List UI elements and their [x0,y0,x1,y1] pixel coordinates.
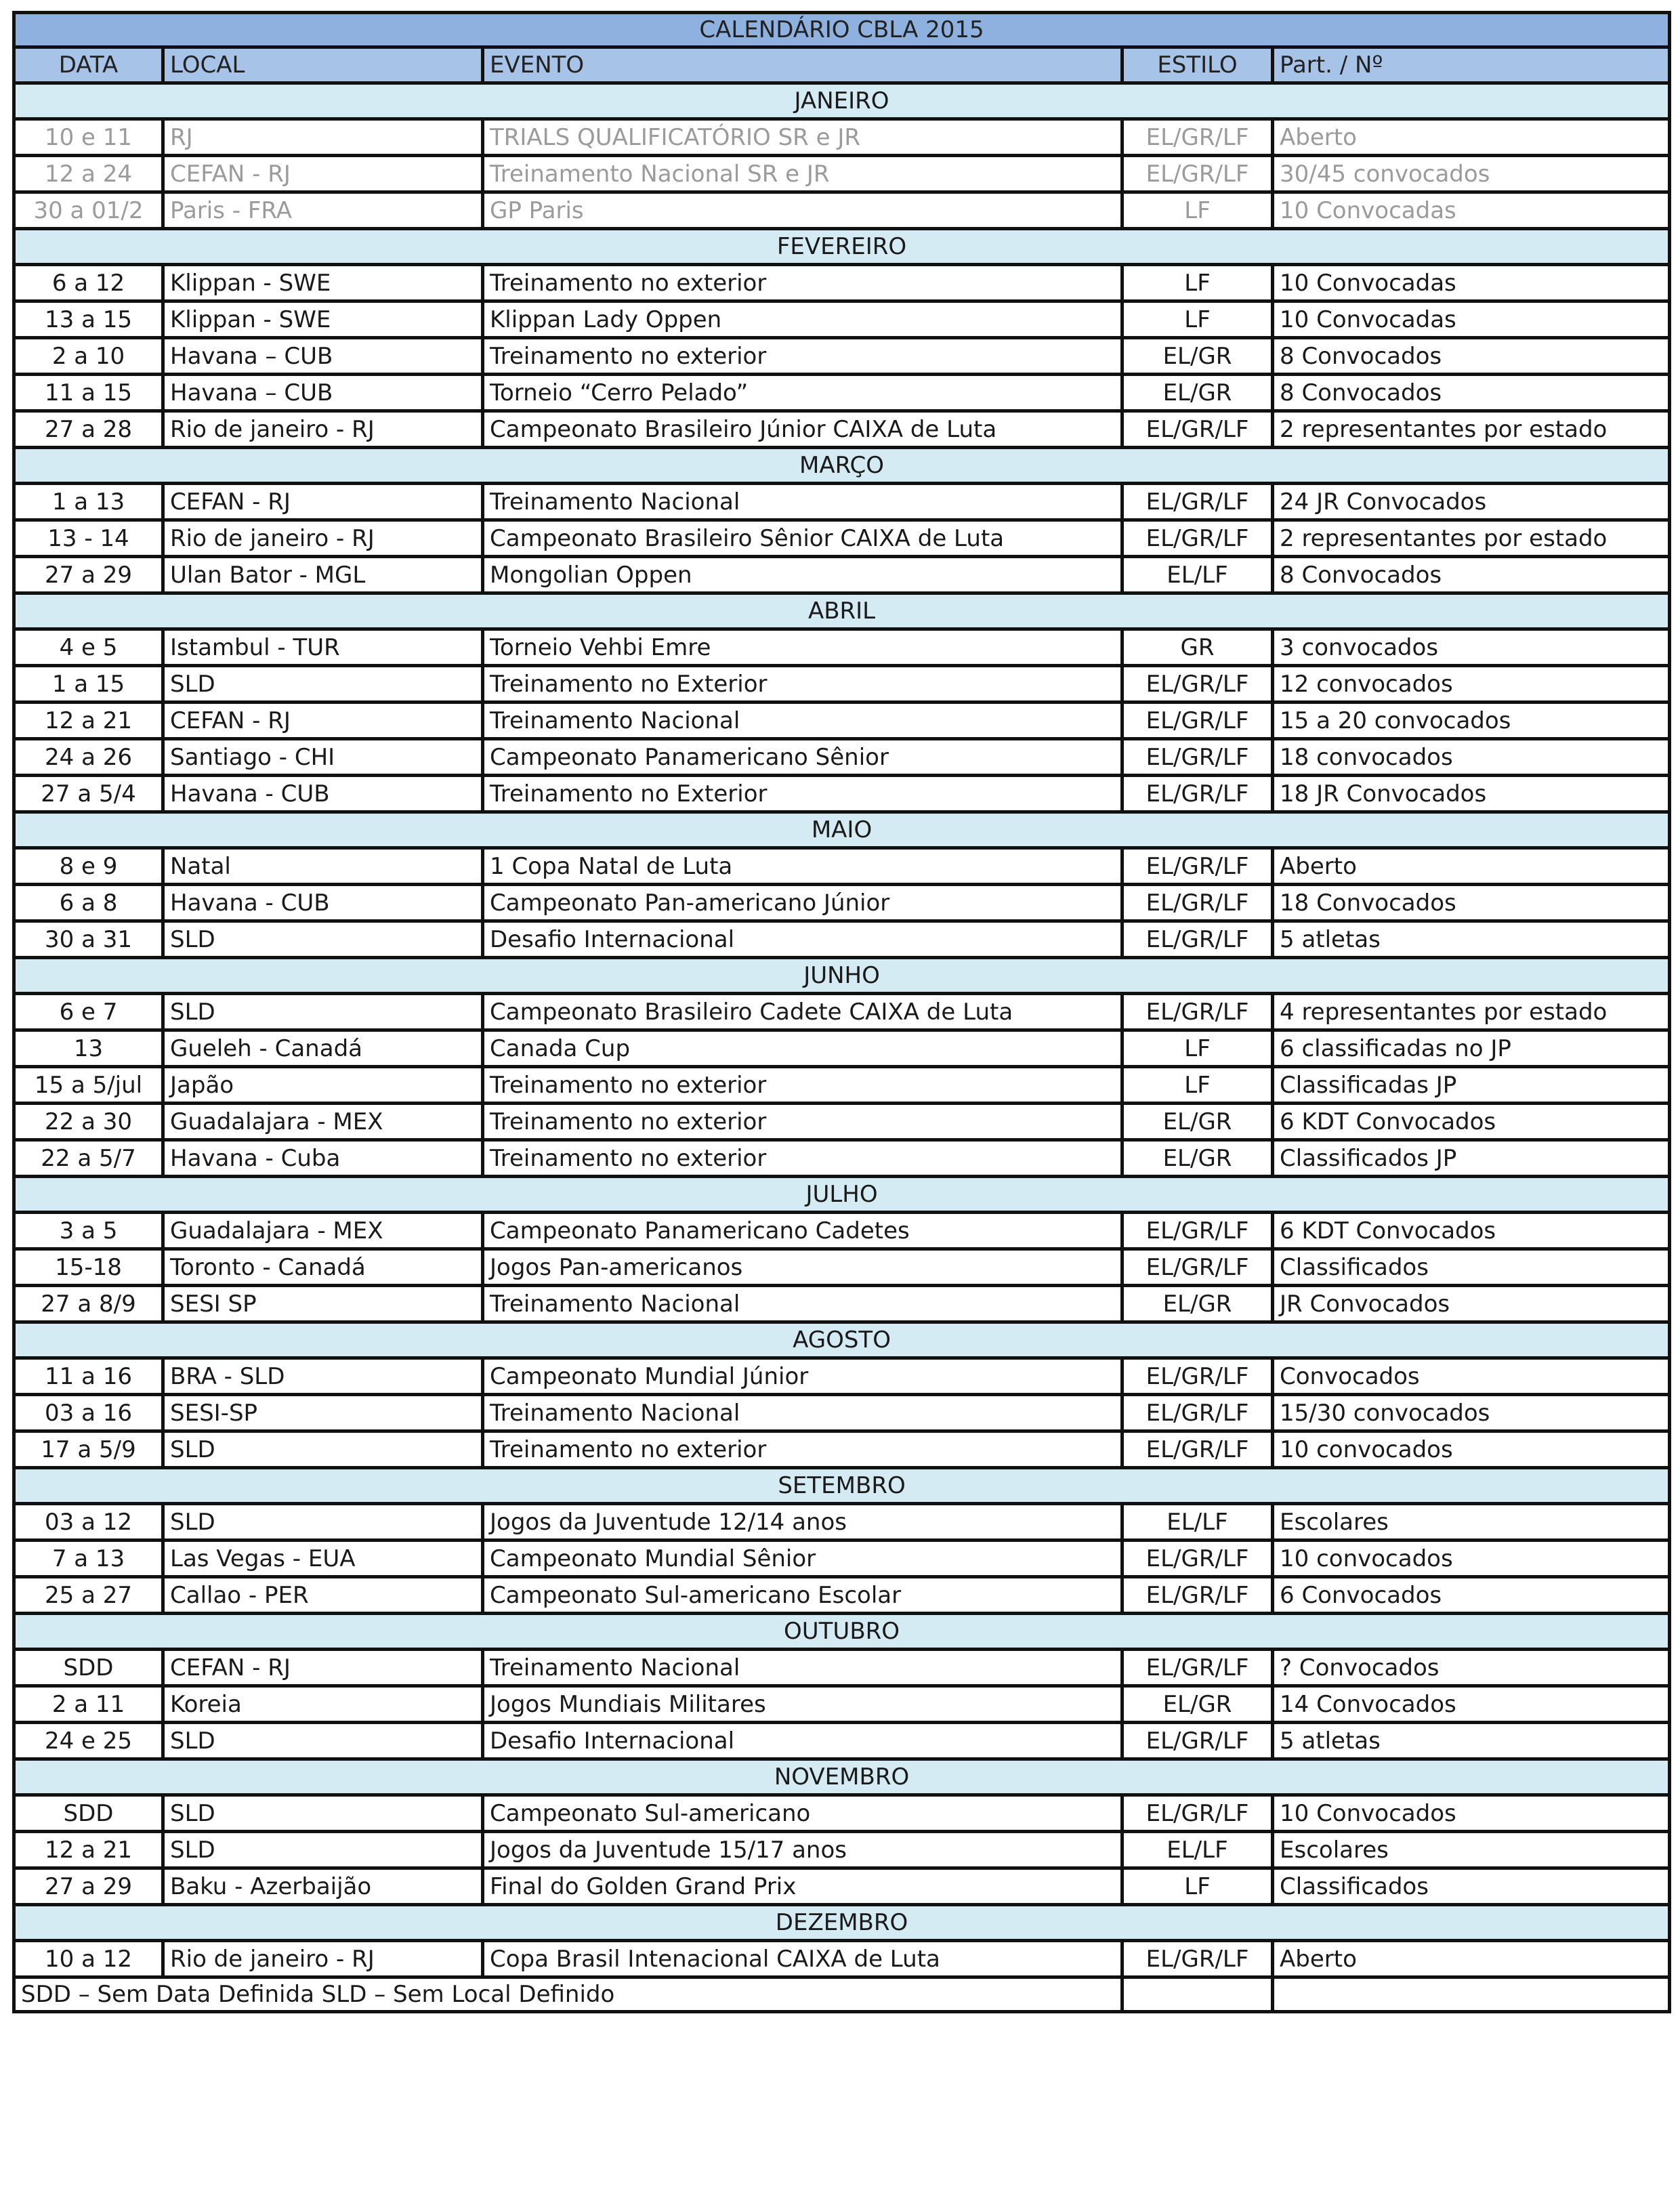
month-name: JANEIRO [14,83,1670,119]
event-date: SDD [14,1795,163,1832]
event-local: SLD [163,1723,483,1759]
event-row [14,1686,1670,1723]
event-name: Jogos Mundiais Militares [483,1686,1122,1723]
event-date: 27 a 29 [14,1868,163,1905]
event-participants: ? Convocados [1273,1650,1670,1686]
event-row [14,1140,1670,1177]
month-name: FEVEREIRO [14,229,1670,265]
event-style: EL/GR/LF [1122,411,1273,448]
event-name: Campeonato Brasileiro Júnior CAIXA de Luta [483,411,1122,448]
event-row [14,1795,1670,1832]
event-name: Treinamento no exterior [483,338,1122,375]
event-row [14,1286,1670,1322]
event-date: 1 a 13 [14,484,163,520]
calendar-title: CALENDÁRIO CBLA 2015 [14,13,1670,47]
event-date: 3 a 5 [14,1213,163,1249]
event-participants: Escolares [1273,1504,1670,1541]
event-participants: 8 Convocados [1273,338,1670,375]
event-local: BRA - SLD [163,1358,483,1395]
event-local: Baku - Azerbaijão [163,1868,483,1905]
event-participants: 10 convocados [1273,1431,1670,1468]
event-row [14,1868,1670,1905]
event-row [14,1541,1670,1577]
month-row [14,1468,1670,1504]
event-participants: Escolares [1273,1832,1670,1868]
event-local: Klippan - SWE [163,301,483,338]
event-local: SLD [163,1795,483,1832]
event-row [14,1358,1670,1395]
event-style: EL/GR/LF [1122,994,1273,1030]
month-name: DEZEMBRO [14,1905,1670,1941]
event-row [14,192,1670,229]
event-row [14,557,1670,593]
month-row [14,958,1670,994]
event-date: SDD [14,1650,163,1686]
event-style: EL/GR/LF [1122,666,1273,703]
event-row [14,1104,1670,1140]
legend-empty-cell [1273,1977,1670,2012]
event-name: Desafio Internacional [483,1723,1122,1759]
event-row [14,703,1670,739]
event-local: SLD [163,666,483,703]
event-date: 13 a 15 [14,301,163,338]
event-participants: 4 representantes por estado [1273,994,1670,1030]
event-local: SLD [163,994,483,1030]
event-row [14,921,1670,958]
event-style: EL/GR/LF [1122,921,1273,958]
event-name: Final do Golden Grand Prix [483,1868,1122,1905]
event-style: EL/GR/LF [1122,885,1273,921]
event-style: EL/GR/LF [1122,739,1273,776]
event-participants: 24 JR Convocados [1273,484,1670,520]
event-name: Campeonato Mundial Sênior [483,1541,1122,1577]
event-participants: 15 a 20 convocados [1273,703,1670,739]
event-name: Campeonato Sul-americano Escolar [483,1577,1122,1614]
event-participants: 2 representantes por estado [1273,520,1670,557]
event-local: Rio de janeiro - RJ [163,520,483,557]
event-date: 27 a 5/4 [14,776,163,812]
event-name: Desafio Internacional [483,921,1122,958]
event-row [14,848,1670,885]
event-date: 25 a 27 [14,1577,163,1614]
event-row [14,1577,1670,1614]
event-name: Treinamento no exterior [483,265,1122,301]
event-local: Istambul - TUR [163,629,483,666]
event-local: Guadalajara - MEX [163,1104,483,1140]
event-local: Havana – CUB [163,375,483,411]
event-name: Canada Cup [483,1030,1122,1067]
event-name: Campeonato Mundial Júnior [483,1358,1122,1395]
event-row [14,411,1670,448]
event-style: EL/GR/LF [1122,1541,1273,1577]
month-row [14,1759,1670,1795]
event-participants: Convocados [1273,1358,1670,1395]
event-participants: Classificados JP [1273,1140,1670,1177]
event-local: Paris - FRA [163,192,483,229]
event-name: TRIALS QUALIFICATÓRIO SR e JR [483,119,1122,156]
event-row [14,338,1670,375]
event-date: 24 e 25 [14,1723,163,1759]
event-local: Havana – CUB [163,338,483,375]
month-name: JUNHO [14,958,1670,994]
event-participants: 10 Convocados [1273,1795,1670,1832]
header-event: EVENTO [483,47,1122,83]
event-row [14,1431,1670,1468]
event-style: EL/GR [1122,1686,1273,1723]
event-local: Natal [163,848,483,885]
event-date: 30 a 01/2 [14,192,163,229]
event-participants: Aberto [1273,1941,1670,1977]
event-date: 27 a 29 [14,557,163,593]
event-participants: Classificados [1273,1868,1670,1905]
event-name: Campeonato Brasileiro Cadete CAIXA de Luta [483,994,1122,1030]
event-style: EL/LF [1122,1504,1273,1541]
event-local: Toronto - Canadá [163,1249,483,1286]
event-local: Las Vegas - EUA [163,1541,483,1577]
event-style: EL/GR/LF [1122,1395,1273,1431]
month-row [14,448,1670,484]
event-date: 6 a 8 [14,885,163,921]
month-name: NOVEMBRO [14,1759,1670,1795]
event-date: 10 e 11 [14,119,163,156]
event-date: 27 a 28 [14,411,163,448]
event-participants: 10 Convocadas [1273,301,1670,338]
event-name: Treinamento Nacional SR e JR [483,156,1122,192]
event-participants: Classificados [1273,1249,1670,1286]
month-row [14,83,1670,119]
event-row [14,1213,1670,1249]
event-participants: 5 atletas [1273,1723,1670,1759]
event-date: 11 a 15 [14,375,163,411]
event-participants: Classificadas JP [1273,1067,1670,1104]
event-date: 15 a 5/jul [14,1067,163,1104]
event-date: 12 a 21 [14,1832,163,1868]
month-row [14,1322,1670,1358]
event-local: Rio de janeiro - RJ [163,1941,483,1977]
event-style: EL/GR/LF [1122,1941,1273,1977]
event-name: Treinamento Nacional [483,1286,1122,1322]
header-date: DATA [14,47,163,83]
event-name: Campeonato Brasileiro Sênior CAIXA de Luta [483,520,1122,557]
event-date: 03 a 12 [14,1504,163,1541]
event-row [14,885,1670,921]
month-row [14,229,1670,265]
event-style: EL/LF [1122,1832,1273,1868]
event-date: 24 a 26 [14,739,163,776]
event-participants: 8 Convocados [1273,557,1670,593]
event-style: LF [1122,1067,1273,1104]
event-participants: Aberto [1273,119,1670,156]
event-local: SLD [163,1832,483,1868]
event-row [14,156,1670,192]
event-date: 13 [14,1030,163,1067]
event-participants: 6 KDT Convocados [1273,1213,1670,1249]
month-name: AGOSTO [14,1322,1670,1358]
month-name: ABRIL [14,593,1670,629]
event-date: 11 a 16 [14,1358,163,1395]
event-participants: 12 convocados [1273,666,1670,703]
event-style: EL/GR/LF [1122,1577,1273,1614]
event-name: Jogos da Juventude 15/17 anos [483,1832,1122,1868]
event-row [14,1249,1670,1286]
event-name: Campeonato Panamericano Cadetes [483,1213,1122,1249]
event-style: EL/GR/LF [1122,1723,1273,1759]
event-name: Mongolian Oppen [483,557,1122,593]
event-date: 6 a 12 [14,265,163,301]
event-style: EL/GR/LF [1122,848,1273,885]
event-row [14,1067,1670,1104]
event-name: Torneio Vehbi Emre [483,629,1122,666]
month-name: MAIO [14,812,1670,848]
event-participants: 6 KDT Convocados [1273,1104,1670,1140]
event-name: Copa Brasil Intenacional CAIXA de Luta [483,1941,1122,1977]
event-row [14,119,1670,156]
event-name: Campeonato Panamericano Sênior [483,739,1122,776]
event-style: EL/GR/LF [1122,1650,1273,1686]
event-name: Treinamento no Exterior [483,666,1122,703]
event-date: 22 a 30 [14,1104,163,1140]
event-row [14,301,1670,338]
event-local: CEFAN - RJ [163,156,483,192]
event-style: EL/GR [1122,338,1273,375]
event-date: 1 a 15 [14,666,163,703]
event-style: EL/GR/LF [1122,484,1273,520]
event-date: 13 - 14 [14,520,163,557]
event-local: Callao - PER [163,1577,483,1614]
event-style: EL/GR/LF [1122,1358,1273,1395]
event-style: LF [1122,1868,1273,1905]
event-name: 1 Copa Natal de Luta [483,848,1122,885]
event-date: 2 a 11 [14,1686,163,1723]
event-name: Campeonato Sul-americano [483,1795,1122,1832]
event-date: 12 a 21 [14,703,163,739]
event-style: EL/GR/LF [1122,1795,1273,1832]
event-local: Gueleh - Canadá [163,1030,483,1067]
event-style: EL/GR [1122,375,1273,411]
event-row [14,1941,1670,1977]
event-row [14,994,1670,1030]
event-local: SLD [163,1504,483,1541]
event-local: SLD [163,921,483,958]
event-style: LF [1122,301,1273,338]
event-style: EL/GR/LF [1122,776,1273,812]
calendar-table [12,11,1671,2013]
event-name: Treinamento no exterior [483,1104,1122,1140]
event-name: Klippan Lady Oppen [483,301,1122,338]
event-row [14,1650,1670,1686]
event-local: SESI SP [163,1286,483,1322]
event-name: Treinamento no Exterior [483,776,1122,812]
event-row [14,1832,1670,1868]
legend-row [14,1977,1670,2012]
event-date: 22 a 5/7 [14,1140,163,1177]
month-row [14,593,1670,629]
event-local: Koreia [163,1686,483,1723]
event-style: EL/GR/LF [1122,119,1273,156]
month-row [14,812,1670,848]
event-local: Santiago - CHI [163,739,483,776]
event-participants: JR Convocados [1273,1286,1670,1322]
event-name: Treinamento Nacional [483,703,1122,739]
month-row [14,1614,1670,1650]
event-row [14,666,1670,703]
month-name: MARÇO [14,448,1670,484]
event-participants: 10 Convocadas [1273,265,1670,301]
event-local: Havana - CUB [163,776,483,812]
month-row [14,1177,1670,1213]
event-row [14,375,1670,411]
event-date: 6 e 7 [14,994,163,1030]
event-participants: Aberto [1273,848,1670,885]
month-row [14,1905,1670,1941]
event-name: Treinamento Nacional [483,1395,1122,1431]
event-row [14,739,1670,776]
event-row [14,520,1670,557]
event-style: EL/GR/LF [1122,156,1273,192]
event-style: LF [1122,192,1273,229]
event-local: Japão [163,1067,483,1104]
legend-text: SDD – Sem Data Definida SLD – Sem Local Definido [14,1977,1122,2012]
event-participants: 15/30 convocados [1273,1395,1670,1431]
event-local: CEFAN - RJ [163,1650,483,1686]
event-local: CEFAN - RJ [163,484,483,520]
event-name: GP Paris [483,192,1122,229]
event-date: 03 a 16 [14,1395,163,1431]
event-style: EL/GR [1122,1104,1273,1140]
event-date: 4 e 5 [14,629,163,666]
event-name: Treinamento no exterior [483,1431,1122,1468]
event-participants: 2 representantes por estado [1273,411,1670,448]
event-style: LF [1122,265,1273,301]
event-date: 7 a 13 [14,1541,163,1577]
event-date: 27 a 8/9 [14,1286,163,1322]
legend-empty-cell [1122,1977,1273,2012]
header-style: ESTILO [1122,47,1273,83]
event-date: 17 a 5/9 [14,1431,163,1468]
event-participants: 10 convocados [1273,1541,1670,1577]
event-date: 15-18 [14,1249,163,1286]
event-name: Campeonato Pan-americano Júnior [483,885,1122,921]
event-participants: 18 JR Convocados [1273,776,1670,812]
event-local: SESI-SP [163,1395,483,1431]
event-style: EL/GR/LF [1122,1431,1273,1468]
title-row [14,13,1670,47]
event-participants: 5 atletas [1273,921,1670,958]
header-local: LOCAL [163,47,483,83]
event-style: EL/LF [1122,557,1273,593]
event-participants: 18 Convocados [1273,885,1670,921]
event-participants: 14 Convocados [1273,1686,1670,1723]
event-local: Havana - CUB [163,885,483,921]
event-name: Treinamento Nacional [483,484,1122,520]
event-style: EL/GR [1122,1140,1273,1177]
event-local: Ulan Bator - MGL [163,557,483,593]
event-style: EL/GR/LF [1122,703,1273,739]
event-name: Treinamento Nacional [483,1650,1122,1686]
event-date: 2 a 10 [14,338,163,375]
header-row [14,47,1670,83]
event-participants: 8 Convocados [1273,375,1670,411]
event-local: CEFAN - RJ [163,703,483,739]
event-name: Treinamento no exterior [483,1140,1122,1177]
event-local: Klippan - SWE [163,265,483,301]
header-part: Part. / Nº [1273,47,1670,83]
event-name: Jogos Pan-americanos [483,1249,1122,1286]
event-participants: 6 Convocados [1273,1577,1670,1614]
event-row [14,1030,1670,1067]
event-name: Jogos da Juventude 12/14 anos [483,1504,1122,1541]
event-row [14,1395,1670,1431]
event-row [14,1723,1670,1759]
event-participants: 6 classificadas no JP [1273,1030,1670,1067]
event-row [14,1504,1670,1541]
calendar-body [14,13,1670,2012]
event-participants: 3 convocados [1273,629,1670,666]
event-date: 12 a 24 [14,156,163,192]
event-row [14,629,1670,666]
month-name: OUTUBRO [14,1614,1670,1650]
event-local: Havana - Cuba [163,1140,483,1177]
event-date: 10 a 12 [14,1941,163,1977]
event-row [14,484,1670,520]
event-style: EL/GR [1122,1286,1273,1322]
event-local: Guadalajara - MEX [163,1213,483,1249]
event-style: EL/GR/LF [1122,520,1273,557]
event-participants: 18 convocados [1273,739,1670,776]
event-style: GR [1122,629,1273,666]
month-name: JULHO [14,1177,1670,1213]
event-row [14,776,1670,812]
event-name: Torneio “Cerro Pelado” [483,375,1122,411]
event-participants: 10 Convocadas [1273,192,1670,229]
event-style: EL/GR/LF [1122,1249,1273,1286]
event-local: Rio de janeiro - RJ [163,411,483,448]
event-name: Treinamento no exterior [483,1067,1122,1104]
event-participants: 30/45 convocados [1273,156,1670,192]
event-row [14,265,1670,301]
event-style: EL/GR/LF [1122,1213,1273,1249]
event-date: 30 a 31 [14,921,163,958]
event-date: 8 e 9 [14,848,163,885]
event-local: RJ [163,119,483,156]
event-local: SLD [163,1431,483,1468]
month-name: SETEMBRO [14,1468,1670,1504]
event-style: LF [1122,1030,1273,1067]
